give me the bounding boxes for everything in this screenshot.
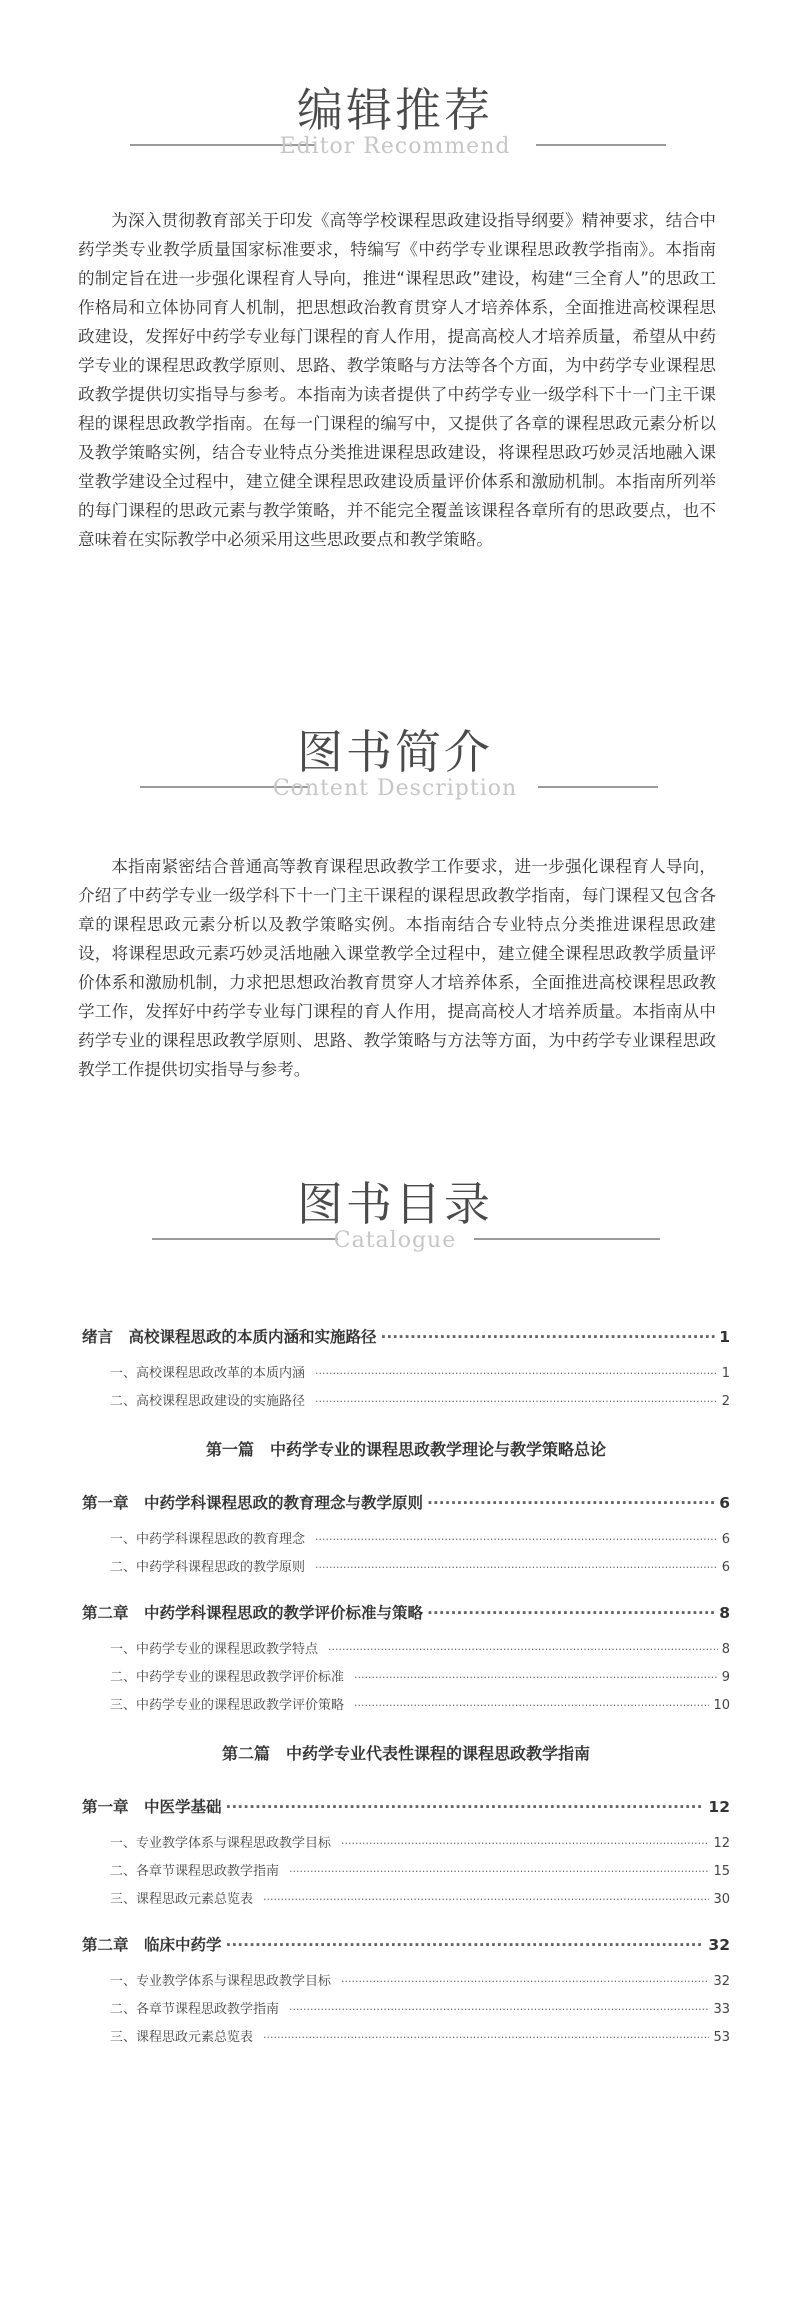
catalogue-header [0, 1176, 790, 1266]
toc-section-entry [82, 1363, 730, 1385]
toc-page-number: 9 [721, 1670, 730, 1685]
toc-leader-dots [315, 1529, 718, 1551]
toc-page-number: 15 [713, 1864, 730, 1879]
toc-leader-dots [226, 1795, 705, 1819]
toc-entry-label: 三、课程思政元素总览表 [110, 1892, 254, 1907]
toc-section-entry [82, 1833, 730, 1855]
toc-leader-dots [354, 1667, 718, 1689]
toc-page-number: 1 [721, 1366, 730, 1381]
toc-leader-dots [226, 1933, 705, 1957]
toc-entry-label: 二、中药学科课程思政的教学原则 [110, 1560, 306, 1575]
toc-entry-label: 绪言 高校课程思政的本质内涵和实施路径 [82, 1328, 377, 1346]
section-subtitle: Content Description [272, 776, 518, 801]
header-rule-right [538, 786, 658, 788]
table-of-contents [82, 1325, 730, 2049]
toc-entry-label: 一、高校课程思政改革的本质内涵 [110, 1366, 306, 1381]
toc-page-number: 32 [713, 1974, 730, 1989]
toc-leader-dots [381, 1325, 716, 1349]
toc-entry-label: 第一章 中药学科课程思政的教育理念与教学原则 [82, 1494, 424, 1512]
toc-entry-label: 第一章 中医学基础 [82, 1798, 222, 1816]
section-subtitle: Catalogue [333, 1228, 457, 1253]
toc-leader-dots [289, 1861, 709, 1883]
content-description-text: 本指南紧密结合普通高等教育课程思政教学工作要求，进一步强化课程育人导向，介绍了中药学专业一级学科下十一门主干课程的课程思政教学指南，每门课程又包含各章的课程思政元素分析以及教学策略实例。本指南结合专业特点分类推进课程思政建设，将课程思政元素巧妙灵活地融入课堂教学全过程中，建立健全课程思政教学质量评价体系和激励机制，力求把思想政治教育贯穿人才培养体系，全面推进高校课程思政教学工作，发挥好中药学专业每门课程的育人作用，提高高校人才培养质量。本指南从中药学专业的课程思政教学原则、思路、教学策略与方法等方面，为中药学专业课程思政教学工作提供切实指导与参考。 [78, 857, 716, 1079]
toc-section-entry [82, 1695, 730, 1717]
toc-leader-dots [263, 1889, 709, 1911]
toc-page-number: 10 [713, 1698, 730, 1713]
editor-recommend-text: 为深入贯彻教育部关于印发《高等学校课程思政建设指导纲要》精神要求，结合中药学类专业教学质量国家标准要求，特编写《中药学专业课程思政教学指南》。本指南的制定旨在进一步强化课程育人导向，推进“课程思政”建设，构建“三全育人”的思政工作格局和立体协同育人机制，把思想政治教育贯穿人才培养体系，全面推进高校课程思政建设，发挥好中药学专业每门课程的育人作用，提高高校人才培养质量，希望从中药学专业的课程思政教学原则、思路、教学策略与方法等各个方面，为中药学专业课程思政教学提供切实指导与参考。本指南为读者提供了中药学专业一级学科下十一门主干课程的课程思政教学指南。在每一门课程的编写中，又提供了各章的课程思政元素分析以及教学策略实例，结合专业特点分类推进课程思政建设，将课程思政巧妙灵活地融入课堂教学建设全过程中，建立健全课程思政建设质量评价体系和激励机制。本指南所列举的每门课程的思政元素与教学策略，并不能完全覆盖该课程各章所有的思政要点，也不意味着在实际教学中必须采用这些思政要点和教学策略。 [78, 211, 716, 549]
toc-page-number: 6 [721, 1532, 730, 1547]
toc-entry-label: 一、专业教学体系与课程思政教学目标 [110, 1974, 332, 1989]
content-description-header [0, 724, 790, 814]
toc-page-number: 12 [713, 1836, 730, 1851]
toc-entry-label: 三、课程思政元素总览表 [110, 2030, 254, 2045]
toc-chapter-entry [82, 1601, 730, 1625]
toc-leader-dots [263, 2027, 709, 2049]
toc-section-entry [82, 1667, 730, 1689]
toc-page-number: 33 [713, 2002, 730, 2017]
toc-leader-dots [354, 1695, 709, 1717]
toc-page-number: 1 [719, 1328, 730, 1346]
toc-page-number: 6 [721, 1560, 730, 1575]
toc-entry-label: 一、专业教学体系与课程思政教学目标 [110, 1836, 332, 1851]
editor-recommend-header [0, 82, 790, 172]
toc-chapter-entry [82, 1933, 730, 1957]
toc-section-entry [82, 2027, 730, 2049]
toc-leader-dots [315, 1557, 718, 1579]
toc-leader-dots [315, 1363, 718, 1385]
section-title: 编辑推荐 [297, 83, 493, 137]
toc-entry-label: 第二章 中药学科课程思政的教学评价标准与策略 [82, 1604, 424, 1622]
toc-chapter-entry [82, 1325, 730, 1349]
toc-section-entry [82, 1999, 730, 2021]
toc-part-heading: 第二篇 中药学专业代表性课程的课程思政教学指南 [221, 1744, 590, 1763]
toc-chapter-entry [82, 1795, 730, 1819]
toc-chapter-entry [82, 1491, 730, 1515]
toc-section-entry [82, 1639, 730, 1661]
toc-section-entry [82, 1889, 730, 1911]
toc-page-number: 53 [713, 2030, 730, 2045]
toc-entry-label: 第二章 临床中药学 [82, 1936, 222, 1954]
toc-leader-dots [328, 1639, 718, 1661]
section-title: 图书简介 [297, 725, 493, 779]
section-title: 图书目录 [297, 1177, 493, 1231]
section-subtitle: Editor Recommend [279, 134, 511, 159]
toc-entry-label: 二、高校课程思政建设的实施路径 [110, 1394, 306, 1409]
toc-leader-dots [341, 1971, 709, 1993]
header-rule-right [536, 144, 666, 146]
toc-section-entry [82, 1529, 730, 1551]
toc-section-entry [82, 1391, 730, 1413]
toc-page-number: 2 [721, 1394, 730, 1409]
toc-leader-dots [289, 1999, 709, 2021]
toc-entry-label: 二、各章节课程思政教学指南 [110, 2002, 280, 2017]
toc-entry-label: 二、各章节课程思政教学指南 [110, 1864, 280, 1879]
toc-page-number: 32 [708, 1936, 730, 1954]
toc-entry-label: 三、中药学专业的课程思政教学评价策略 [110, 1698, 345, 1713]
toc-leader-dots [427, 1491, 715, 1515]
toc-part-heading: 第一篇 中药学专业的课程思政教学理论与教学策略总论 [205, 1440, 606, 1459]
toc-page-number: 6 [719, 1494, 730, 1512]
toc-entry-label: 一、中药学科课程思政的教育理念 [110, 1532, 306, 1547]
toc-section-entry [82, 1971, 730, 1993]
toc-page-number: 30 [713, 1892, 730, 1907]
toc-entry-label: 一、中药学专业的课程思政教学特点 [110, 1642, 319, 1657]
header-rule-right [474, 1238, 660, 1240]
toc-page-number: 12 [708, 1798, 730, 1816]
toc-entry-label: 二、中药学专业的课程思政教学评价标准 [110, 1670, 345, 1685]
toc-page-number: 8 [719, 1604, 730, 1622]
toc-leader-dots [341, 1833, 709, 1855]
toc-section-entry [82, 1861, 730, 1883]
toc-page-number: 8 [721, 1642, 730, 1657]
toc-leader-dots [427, 1601, 715, 1625]
toc-leader-dots [315, 1391, 718, 1413]
toc-section-entry [82, 1557, 730, 1579]
